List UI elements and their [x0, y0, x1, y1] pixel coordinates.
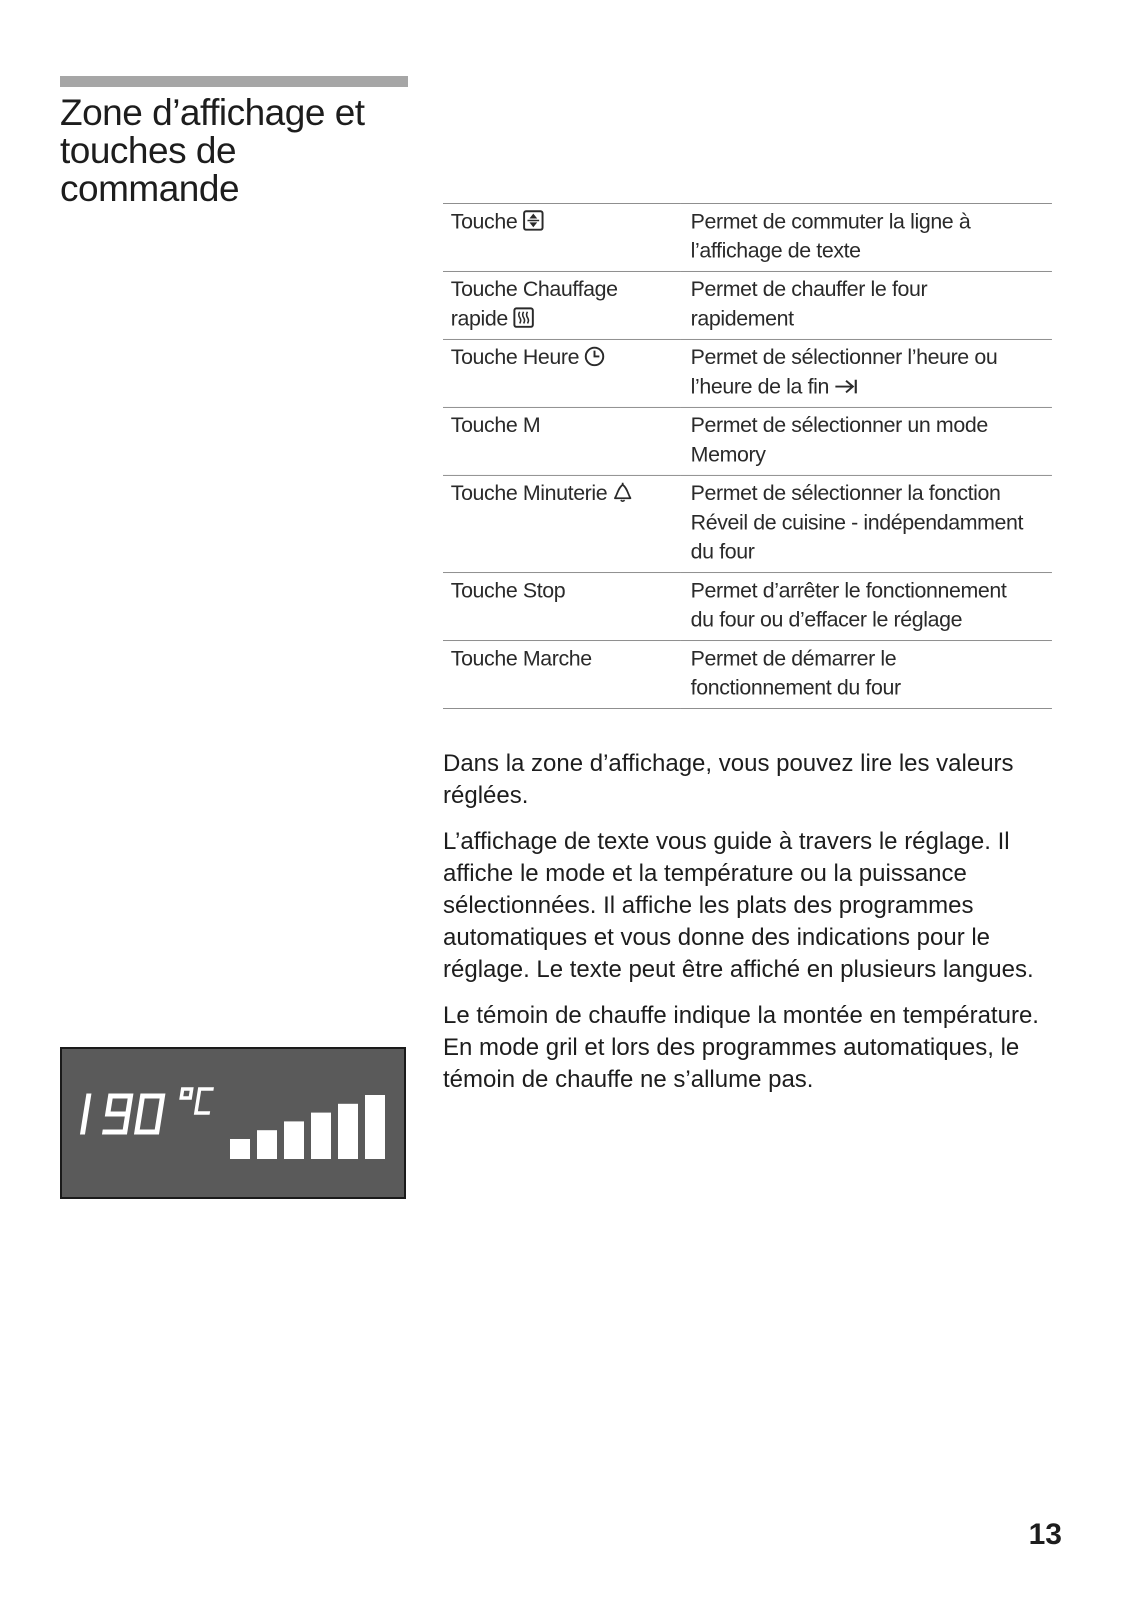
desc-line: fonctionnement du four	[690, 675, 901, 700]
end-arrow-icon	[834, 377, 859, 396]
desc-line: Memory	[690, 441, 766, 467]
section-title	[60, 94, 420, 208]
desc-line: Permet de sélectionner l’heure ou	[690, 344, 998, 370]
paragraph: Le témoin de chauffe indique la montée en température. En mode gril et lors des programmes automatiques, le témoin de chauffe ne s’allume pas.	[443, 1002, 1039, 1093]
desc-cell	[681, 641, 1052, 709]
clock-icon	[584, 346, 605, 367]
table-row	[443, 339, 1052, 407]
rapid-heat-icon	[513, 307, 534, 328]
key-cell	[443, 641, 681, 709]
desc-line: Permet de chauffer le four	[690, 276, 928, 302]
desc-line: Permet de démarrer le	[690, 645, 897, 671]
desc-line: Réveil de cuisine - indépendamment	[690, 509, 1024, 535]
table-row	[443, 271, 1052, 339]
key-cell	[443, 203, 681, 271]
key-cell	[443, 407, 681, 475]
key-cell	[443, 271, 681, 339]
desc-line: Permet de commuter la ligne à	[690, 208, 971, 234]
key-label: Touche Minuterie	[450, 480, 608, 506]
heating-bar	[365, 1095, 385, 1159]
table-row	[443, 203, 1052, 271]
table-row	[443, 407, 1052, 475]
title-line: Zone d’affichage et	[60, 92, 365, 133]
desc-cell	[681, 475, 1052, 572]
desc-line: l’affichage de texte	[690, 237, 861, 263]
segment-digit-1	[83, 1096, 89, 1132]
key-label: Touche Marche	[450, 645, 592, 671]
desc-cell	[681, 203, 1052, 271]
bell-icon	[612, 482, 633, 503]
paragraph: Dans la zone d’affichage, vous pouvez lire les valeurs réglées.	[443, 750, 1014, 809]
oven-display-panel	[60, 1047, 406, 1199]
heating-bar	[338, 1104, 358, 1159]
title-line: touches de	[60, 130, 237, 171]
desc-line: Permet de sélectionner la fonction	[690, 480, 1001, 506]
heating-bar	[311, 1113, 331, 1159]
desc-line: Permet d’arrêter le fonctionnement	[690, 577, 1007, 603]
desc-line: rapidement	[690, 305, 794, 331]
key-label: Touche Heure	[450, 344, 580, 370]
key-cell	[443, 339, 681, 407]
segment-digit-0	[137, 1096, 163, 1132]
heating-bar	[257, 1130, 277, 1159]
table-row	[443, 475, 1052, 572]
heating-bar	[284, 1121, 304, 1159]
key-cell	[443, 573, 681, 641]
key-label: Touche M	[450, 412, 541, 438]
keys-table	[443, 203, 1052, 709]
celsius-c	[196, 1089, 214, 1113]
key-label: Touche Stop	[450, 577, 566, 603]
table-row	[443, 573, 1052, 641]
scroll-updown-icon	[522, 210, 543, 231]
section-rule	[60, 76, 408, 87]
display-svg	[62, 1049, 404, 1197]
key-label: rapide	[450, 305, 508, 331]
desc-line: Permet de sélectionner un mode	[690, 412, 988, 438]
heating-bar	[230, 1139, 250, 1159]
paragraph: L’affichage de texte vous guide à travers le réglage. Il affiche le mode et la température ou la puissance sélectionnées. Il affiche les plats des programmes automatiques et vous donne des indications pour le réglage. Le texte peut être affiché en plusieurs langues.	[443, 828, 1034, 983]
desc-line: du four ou d’effacer le réglage	[690, 607, 963, 632]
desc-cell	[681, 407, 1052, 475]
key-cell	[443, 475, 681, 572]
heating-indicator	[230, 1095, 385, 1159]
page-number: 13	[1028, 1518, 1062, 1551]
key-label: Touche	[450, 208, 518, 234]
desc-cell	[681, 339, 1052, 407]
desc-cell	[681, 573, 1052, 641]
degree-symbol	[181, 1089, 191, 1098]
display-unit: °C	[62, 1049, 64, 1050]
segment-digit-9	[105, 1096, 131, 1132]
desc-line: du four	[690, 539, 755, 564]
body-text	[443, 748, 1063, 1110]
desc-line: l’heure de la fin	[690, 373, 829, 399]
table-row	[443, 641, 1052, 709]
desc-cell	[681, 271, 1052, 339]
title-line: commande	[60, 168, 240, 209]
key-label: Touche Chauffage	[450, 276, 618, 302]
